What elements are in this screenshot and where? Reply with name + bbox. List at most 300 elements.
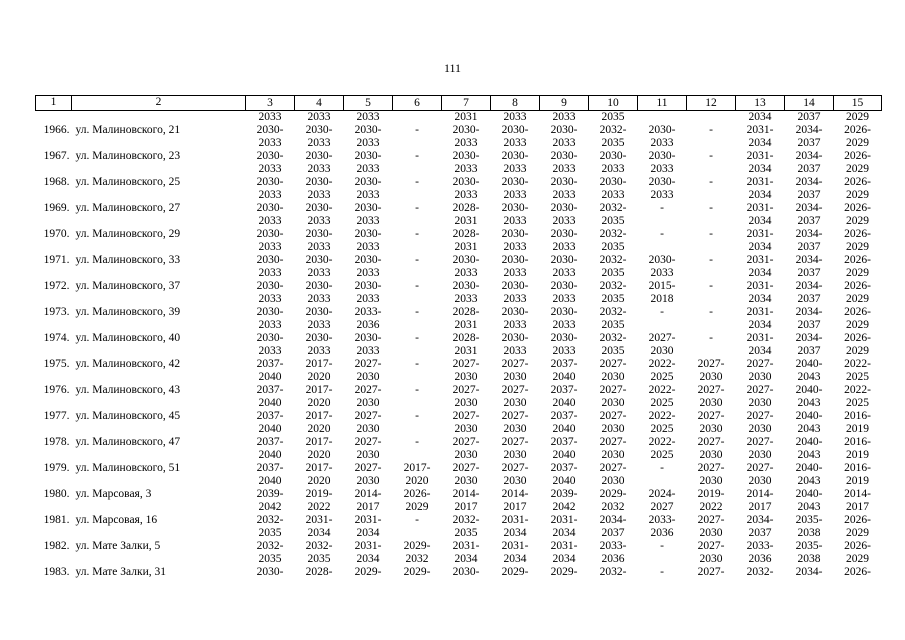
period-cell: 2040 [258,371,282,383]
period-cell: 2027- [599,358,627,370]
period-cell: 2033- [746,540,774,552]
period-cell: 2040 [258,475,282,487]
period-cell: - [709,332,713,344]
period-cell: 2019 [846,423,869,435]
period-cell: - [415,150,419,162]
period-cell: 2030- [452,566,480,578]
period-cell: 2026- [844,176,871,188]
period-cell: 2029 [846,137,869,149]
period-cell: 2035 [601,293,625,305]
period-cell: 2030 [356,475,380,487]
period-cell: 2032- [305,540,333,552]
row-number: 1971. [43,254,70,266]
period-cell: 2033 [307,137,331,149]
period-cell: 2028- [452,228,480,240]
period-cell: 2025 [650,423,674,435]
period-cell: 2030 [748,423,772,435]
period-cell [687,137,736,150]
period-cell: 2027- [697,566,725,578]
period-cell [393,267,442,280]
period-cell: 2033 [503,163,527,175]
street-cell [36,371,246,384]
table-row [36,124,882,137]
period-cell: 2042 [258,501,282,513]
period-cell: 2027- [599,410,627,422]
period-cell: 2034 [552,527,576,539]
period-cell: 2029 [405,501,429,513]
street-name: ул. Малиновского, 29 [75,228,181,240]
period-cell: 2035 [601,241,625,253]
table-row [36,410,882,423]
row-number: 1972. [43,280,70,292]
period-cell: 2029 [846,527,869,539]
period-cell: 2026- [844,514,871,526]
period-cell: 2040 [258,423,282,435]
period-cell: 2043 [797,371,821,383]
period-cell: 2033 [356,111,380,123]
period-cell: 2031- [746,228,774,240]
table-row [36,306,882,319]
table-row [36,163,882,176]
period-cell: 2030 [748,475,772,487]
period-cell: 2030- [305,202,333,214]
header-cell: 2 [155,96,162,108]
period-cell: 2033 [356,163,380,175]
period-cell: 2030- [550,306,578,318]
period-cell: 2027- [697,540,725,552]
period-cell: 2032- [599,202,627,214]
street-cell [36,566,246,579]
period-cell: 2036 [748,553,772,565]
header-cell: 10 [589,96,638,111]
period-cell: 2027- [599,436,627,448]
period-cell: 2030 [748,449,772,461]
period-cell: - [660,306,664,318]
table-row [36,423,882,436]
period-cell: 2033 [258,137,282,149]
period-cell: 2032 [405,553,429,565]
period-cell: 2030- [501,254,529,266]
table-row [36,241,882,254]
table-row [36,566,882,579]
period-cell [687,345,736,358]
period-cell: 2027- [452,410,480,422]
period-cell: 2033 [503,319,527,331]
period-cell: 2029 [846,111,869,123]
period-cell: 2016- [844,462,871,474]
period-cell: 2014- [354,488,382,500]
period-cell [687,319,736,332]
table-row [36,176,882,189]
period-cell: 2027- [501,358,529,370]
header-cell: 3 [246,96,295,111]
period-cell: 2034 [748,137,772,149]
street-cell [36,150,246,163]
period-cell: 2022- [648,384,676,396]
street-name: ул. Малиновского, 33 [75,254,181,266]
period-cell: 2040- [795,462,823,474]
period-cell: 2029- [501,566,529,578]
period-cell: 2030 [503,423,527,435]
period-cell: 2017- [305,410,333,422]
period-cell: 2039- [256,488,284,500]
period-cell: 2037 [797,293,821,305]
period-cell: 2030 [601,371,625,383]
period-cell: 2040 [552,397,576,409]
period-cell: 2030- [648,124,676,136]
row-number: 1977. [43,410,70,422]
period-cell: 2030- [501,280,529,292]
period-cell: 2040 [552,423,576,435]
period-cell [393,163,442,176]
period-cell: 2037 [797,345,821,357]
period-cell: 2032- [599,306,627,318]
period-cell: - [660,540,664,552]
period-cell: 2033 [503,189,527,201]
row-number: 1969. [43,202,70,214]
table-row [36,202,882,215]
period-cell: 2030- [305,306,333,318]
period-cell: 2031 [454,319,478,331]
table-row [36,280,882,293]
street-cell [36,397,246,410]
period-cell: 2028- [452,306,480,318]
period-cell: 2029- [403,566,431,578]
period-cell: 2037 [797,111,821,123]
period-cell: 2030 [503,397,527,409]
period-cell: 2014- [746,488,774,500]
period-cell: 2020 [307,475,331,487]
period-cell: 2022 [699,501,723,513]
street-cell [36,163,246,176]
period-cell: 2033 [356,241,380,253]
period-cell: 2027- [746,384,774,396]
period-cell: 2029 [846,319,869,331]
period-cell: 2037 [797,241,821,253]
row-number: 1979. [43,462,70,474]
period-cell: 2036 [601,553,625,565]
period-cell: 2033 [356,293,380,305]
period-cell: 2033 [454,293,478,305]
street-name: ул. Малиновского, 43 [75,384,181,396]
period-cell: - [660,566,664,578]
period-cell: 2027- [746,358,774,370]
period-cell: 2030- [599,176,627,188]
period-cell: 2029- [354,566,382,578]
street-cell [36,501,246,514]
table-row [36,254,882,267]
period-cell: 2030 [454,397,478,409]
period-cell: 2029 [846,553,869,565]
period-cell: 2030- [305,280,333,292]
period-cell: 2030 [699,423,723,435]
period-cell: 2034 [503,553,527,565]
period-cell: 2033 [356,267,380,279]
street-name: ул. Малиновского, 47 [75,436,181,448]
period-cell: 2025 [650,449,674,461]
schedule-table [35,95,882,579]
period-cell: 2020 [307,423,331,435]
period-cell: 2037- [256,436,284,448]
period-cell: 2031- [354,540,382,552]
period-cell: 2040- [795,488,823,500]
period-cell: 2030 [356,397,380,409]
period-cell: 2030 [356,371,380,383]
period-cell: 2030- [501,228,529,240]
period-cell: 2017- [305,384,333,396]
street-cell [36,488,246,501]
street-name: ул. Мате Залки, 5 [75,540,161,552]
street-cell [36,553,246,566]
period-cell: 2040 [552,475,576,487]
period-cell: 2026- [844,228,871,240]
period-cell: 2033 [503,267,527,279]
period-cell: 2028- [452,332,480,344]
period-cell [687,267,736,280]
period-cell: 2030- [256,566,284,578]
period-cell: 2033 [356,137,380,149]
period-cell: 2033 [258,215,282,227]
period-cell: 2031- [746,202,774,214]
period-cell: 2030- [550,124,578,136]
period-cell [393,319,442,332]
period-cell: - [709,306,713,318]
street-cell [36,202,246,215]
period-cell: 2033 [552,137,576,149]
period-cell: 2030 [601,475,625,487]
period-cell: 2030- [305,228,333,240]
street-cell [36,319,246,332]
period-cell: 2029 [846,215,869,227]
street-cell [36,124,246,137]
table-row [36,137,882,150]
period-cell: 2034- [795,176,823,188]
period-cell: 2030 [356,449,380,461]
period-cell: 2026- [844,280,871,292]
period-cell: - [415,384,419,396]
period-cell: - [415,176,419,188]
period-cell [393,137,442,150]
period-cell: 2027- [452,358,480,370]
street-name: ул. Малиновского, 42 [75,358,181,370]
period-cell: 2030 [601,423,625,435]
period-cell: 2034 [552,553,576,565]
period-cell: 2031 [454,111,478,123]
street-name: ул. Малиновского, 45 [75,410,181,422]
period-cell: 2034 [748,215,772,227]
period-cell: 2030- [256,332,284,344]
period-cell: 2030- [501,332,529,344]
period-cell: 2030- [354,280,382,292]
period-cell: 2017- [305,436,333,448]
period-cell: 2030- [599,150,627,162]
row-number: 1983. [43,566,70,578]
period-cell: 2033 [307,319,331,331]
table-row [36,319,882,332]
street-cell [36,228,246,241]
street-cell [36,254,246,267]
period-cell: 2035 [258,527,282,539]
period-cell: - [415,358,419,370]
period-cell: 2030- [354,332,382,344]
period-cell: - [709,280,713,292]
period-cell: 2026- [844,254,871,266]
period-cell: 2030- [648,254,676,266]
street-cell [36,475,246,488]
street-name: ул. Мате Залки, 31 [75,566,166,578]
period-cell: 2031- [746,280,774,292]
period-cell: 2030 [699,475,723,487]
street-cell [36,280,246,293]
table-row [36,111,882,125]
period-cell: 2030 [601,449,625,461]
period-cell [687,215,736,228]
period-cell: 2033 [307,345,331,357]
header-cell: 13 [736,96,785,111]
header-cell: 7 [442,96,491,111]
row-number: 1978. [43,436,70,448]
period-cell: 2034- [795,150,823,162]
period-cell: 2034- [795,280,823,292]
period-cell: 2030- [452,150,480,162]
period-cell: 2025 [650,397,674,409]
period-cell: 2030- [354,202,382,214]
period-cell: 2036 [356,319,380,331]
period-cell: 2026- [844,566,871,578]
period-cell: 2030- [501,124,529,136]
street-cell [36,241,246,254]
street-cell [36,384,246,397]
period-cell: 2027- [648,332,676,344]
period-cell: 2017- [403,462,431,474]
period-cell [393,189,442,202]
period-cell: 2033 [356,189,380,201]
period-cell: 2015- [648,280,676,292]
table-row [36,150,882,163]
period-cell: 2030- [354,254,382,266]
period-cell: 2037 [601,527,625,539]
street-cell [36,540,246,553]
period-cell: 2035- [795,540,823,552]
period-cell: 2029 [846,241,869,253]
period-cell: 2027- [746,436,774,448]
period-cell: 2027- [354,436,382,448]
period-cell: - [415,332,419,344]
period-cell: 2034- [795,306,823,318]
period-cell: 2031- [305,514,333,526]
period-cell: 2040- [795,436,823,448]
period-cell: 2026- [403,488,431,500]
period-cell [687,163,736,176]
period-cell: 2033 [552,189,576,201]
period-cell: 2034 [356,527,380,539]
period-cell: 2031- [746,124,774,136]
period-cell: 2033 [258,241,282,253]
period-cell: 2031- [354,514,382,526]
period-cell: 2040- [795,410,823,422]
street-name: ул. Малиновского, 25 [75,176,181,188]
period-cell: 2016- [844,436,871,448]
period-cell: 2035 [601,137,625,149]
period-cell: 2031- [550,514,578,526]
period-cell [638,553,687,566]
period-cell: 2030- [550,202,578,214]
period-cell: 2027- [452,384,480,396]
period-cell: 2033- [599,540,627,552]
period-cell: 2030- [305,150,333,162]
period-cell: 2017- [305,358,333,370]
period-cell: 2017- [305,462,333,474]
period-cell: 2034 [503,527,527,539]
header-cells-1-2 [36,96,246,111]
period-cell: 2043 [797,501,821,513]
table-row [36,527,882,540]
table-row [36,293,882,306]
period-cell: 2043 [797,449,821,461]
period-cell: 2042 [552,501,576,513]
table-row [36,488,882,501]
period-cell: - [709,176,713,188]
period-cell: 2027- [354,462,382,474]
period-cell: 2035 [601,319,625,331]
period-cell: 2037 [797,163,821,175]
header-cell: 5 [344,96,393,111]
table-row [36,371,882,384]
period-cell: 2027- [599,462,627,474]
period-cell: 2033 [258,111,282,123]
period-cell: 2027- [697,358,725,370]
street-cell [36,306,246,319]
period-cell: 2018 [650,293,674,305]
period-cell: 2027- [697,514,725,526]
period-cell [638,475,687,488]
period-cell: 2019- [697,488,725,500]
period-cell: 2030 [650,345,674,357]
period-cell: 2037- [550,358,578,370]
period-cell: 2020 [307,397,331,409]
period-cell: 2034- [795,254,823,266]
period-cell: 2031- [501,514,529,526]
row-number: 1976. [43,384,70,396]
period-cell: 2022- [648,410,676,422]
period-cell [687,293,736,306]
street-name: ул. Малиновского, 51 [75,462,181,474]
period-cell: 2037- [550,410,578,422]
period-cell: 2030- [256,124,284,136]
period-cell: 2022- [844,384,871,396]
period-cell: 2034 [748,345,772,357]
period-cell [687,189,736,202]
period-cell: 2033 [552,215,576,227]
period-cell: 2040 [552,449,576,461]
period-cell [638,241,687,254]
period-cell: - [709,150,713,162]
street-name: ул. Малиновского, 23 [75,150,181,162]
table-row [36,501,882,514]
period-cell: 2033 [307,293,331,305]
period-cell: 2033 [503,111,527,123]
period-cell: 2035 [601,215,625,227]
period-cell: 2030- [256,202,284,214]
street-name: ул. Малиновского, 40 [75,332,181,344]
period-cell: 2017 [356,501,380,513]
table-row [36,397,882,410]
period-cell: 2033 [601,163,625,175]
period-cell: 2032- [599,566,627,578]
period-cell: 2034- [795,124,823,136]
table-row [36,215,882,228]
period-cell: 2033 [454,267,478,279]
